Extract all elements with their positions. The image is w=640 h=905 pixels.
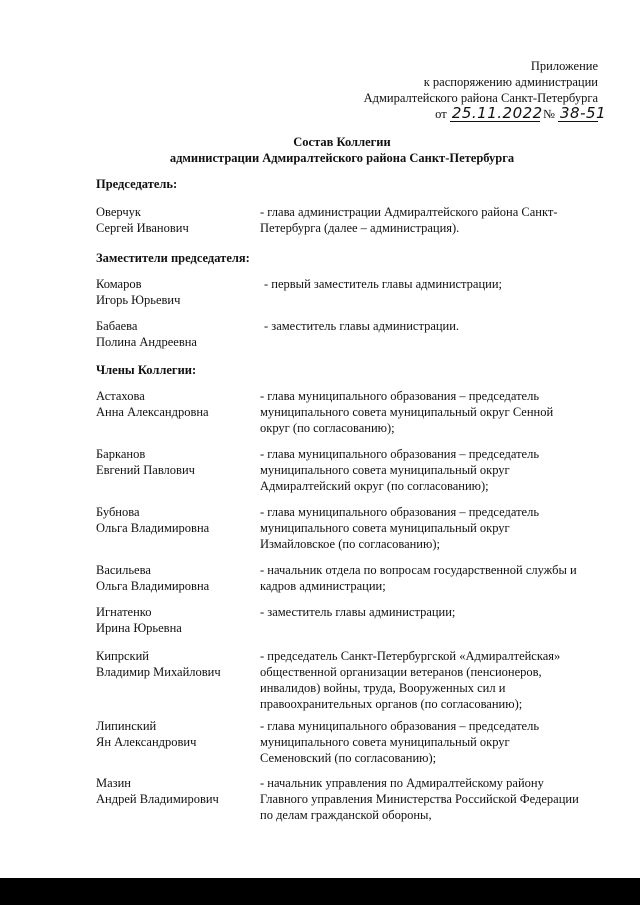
member-given-name: Игорь Юрьевич <box>96 293 181 307</box>
member-name <box>96 446 256 478</box>
member-role: - глава муниципального образования – председатель муниципального совета муниципальный округ Сенной округ (по согласованию); <box>260 389 554 435</box>
section-members-heading: Члены Коллегии: <box>96 363 197 377</box>
member-surname: Оверчук <box>96 205 141 219</box>
member-surname: Бубнова <box>96 505 140 519</box>
member-name <box>96 276 256 308</box>
from-label: от <box>435 107 447 121</box>
member-name <box>96 648 256 680</box>
member-given-name: Евгений Павлович <box>96 463 195 477</box>
title-line-2: администрации Адмиралтейского района Санкт-Петербурга <box>169 151 515 165</box>
member-name <box>96 504 256 536</box>
member-name <box>96 204 256 236</box>
member-surname: Комаров <box>96 277 142 291</box>
handwritten-date: 25.11.2022 <box>451 104 543 122</box>
member-given-name: Сергей Иванович <box>96 221 189 235</box>
section-chairman-heading: Председатель: <box>96 177 178 191</box>
order-line <box>364 104 607 122</box>
member-given-name: Ирина Юрьевна <box>96 621 182 635</box>
member-role: - глава муниципального образования – председатель муниципального совета муниципальный округ Измайловское (по согласованию); <box>260 505 540 551</box>
member-surname: Астахова <box>96 389 145 403</box>
member-role: - председатель Санкт-Петербургской «Адмиралтейская» общественной организации ветеранов (пенсионеров, инвалидов) войны, труда, Вооруженных сил и правоохранительных органов (по согласованию); <box>260 649 561 711</box>
member-role: - глава муниципального образования – председатель муниципального совета муниципальный округ Адмиралтейский округ (по согласованию); <box>260 447 540 493</box>
member-given-name: Полина Андреевна <box>96 335 197 349</box>
member-name <box>96 562 256 594</box>
member-role: - начальник управления по Адмиралтейскому району Главного управления Министерства Российской Федерации по делам гражданской обороны, <box>260 776 579 822</box>
member-given-name: Ольга Владимировна <box>96 521 210 535</box>
handwritten-number: 38-51 <box>560 104 607 122</box>
member-role: - глава администрации Адмиралтейского района Санкт-Петербурга (далее – администрация). <box>260 205 558 235</box>
document-title <box>0 134 640 166</box>
member-name <box>96 604 256 636</box>
appendix-line-2: к распоряжению администрации <box>423 75 598 89</box>
member-surname: Васильева <box>96 563 151 577</box>
title-line-1: Состав Коллегии <box>293 135 391 149</box>
member-name <box>96 318 256 350</box>
appendix-line-1: Приложение <box>530 59 598 73</box>
member-name <box>96 718 256 750</box>
member-name <box>96 388 256 420</box>
member-surname: Барканов <box>96 447 146 461</box>
member-given-name: Анна Александровна <box>96 405 209 419</box>
member-surname: Кипрский <box>96 649 149 663</box>
member-given-name: Ольга Владимировна <box>96 579 210 593</box>
section-deputies-heading: Заместители председателя: <box>96 251 250 265</box>
member-given-name: Андрей Владимирович <box>96 792 219 806</box>
member-name <box>96 775 256 807</box>
appendix-line-3: Адмиралтейского района Санкт-Петербурга <box>363 91 598 105</box>
scan-bottom-border <box>0 878 640 905</box>
appendix-block <box>363 58 607 122</box>
member-given-name: Владимир Михайлович <box>96 665 221 679</box>
member-surname: Игнатенко <box>96 605 152 619</box>
member-surname: Липинский <box>96 719 157 733</box>
member-role: - глава муниципального образования – председатель муниципального совета муниципальный округ Семеновский (по согласованию); <box>260 719 540 765</box>
member-role: - первый заместитель главы администрации; <box>264 277 503 291</box>
member-role: - заместитель главы администрации; <box>260 605 456 619</box>
member-given-name: Ян Александрович <box>96 735 197 749</box>
member-surname: Бабаева <box>96 319 138 333</box>
member-surname: Мазин <box>96 776 131 790</box>
member-role: - начальник отдела по вопросам государственной службы и кадров администрации; <box>260 563 577 593</box>
member-role: - заместитель главы администрации. <box>264 319 460 333</box>
number-label: № <box>542 107 555 121</box>
